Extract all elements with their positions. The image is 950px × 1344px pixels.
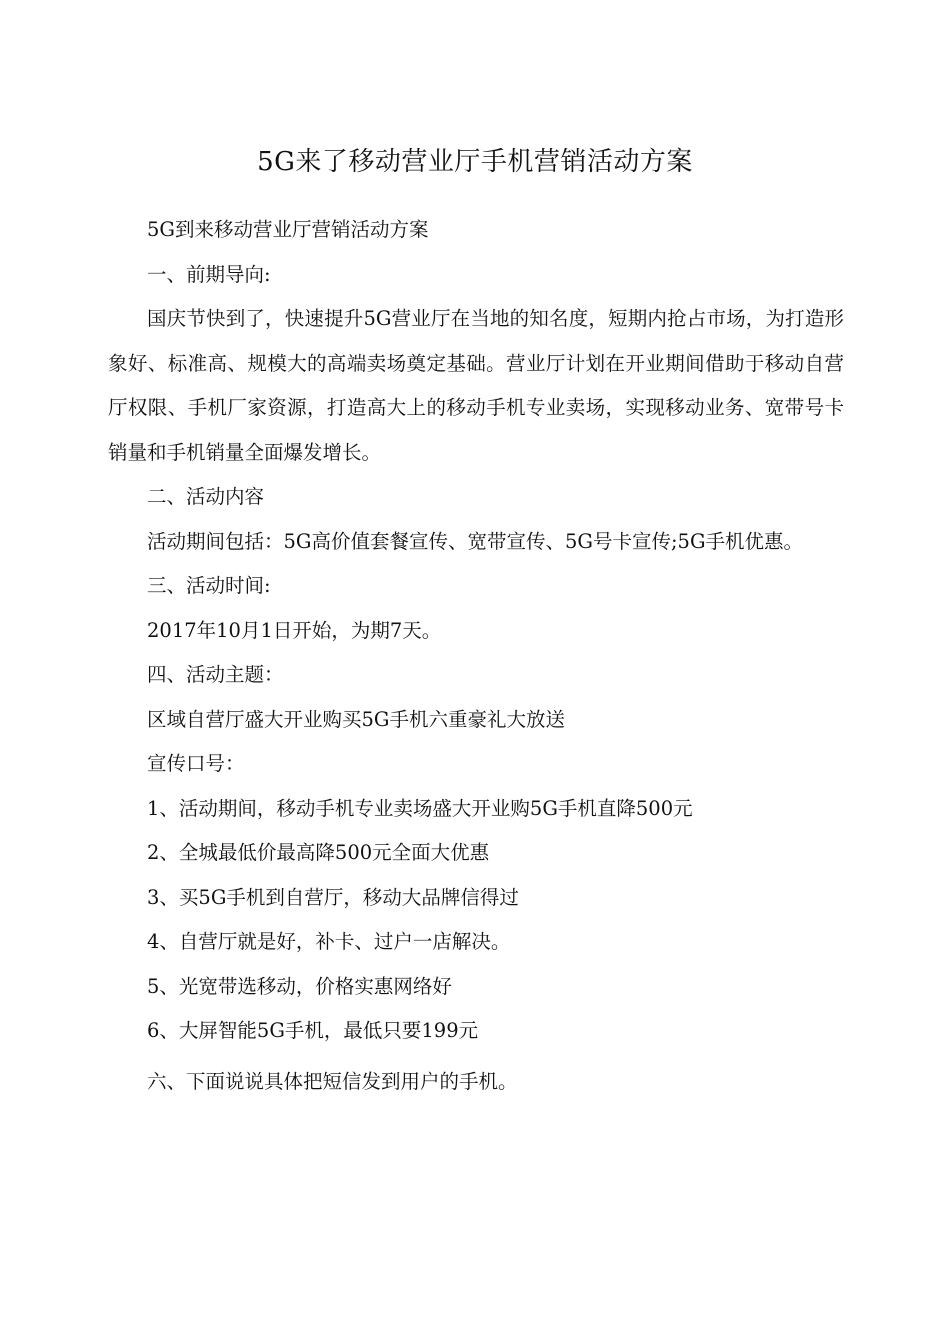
slogan-item: 1、活动期间，移动手机专业卖场盛大开业购5G手机直降500元 <box>147 796 693 820</box>
subtitle-paragraph: 5G到来移动营业厅营销活动方案 <box>147 218 429 241</box>
slogan-item: 5、光宽带选移动，价格实惠网络好 <box>147 974 452 998</box>
intro-paragraph: 国庆节快到了，快速提升5G营业厅在当地的知名度，短期内抢占市场，为打造形象好、标准高、规模大的高端卖场奠定基础。营业厅计划在开业期间借助于移动自营厅权限、手机厂家资源，打造高大上的移动手机专业卖场，实现移动业务、宽带号卡销量和手机销量全面爆发增长。 <box>108 307 844 464</box>
document-title: 5G来了移动营业厅手机营销活动方案 <box>257 147 693 177</box>
section-heading-sms: 六、下面说说具体把短信发到用户的手机。 <box>147 1069 518 1093</box>
content-paragraph: 活动期间包括：5G高价值套餐宣传、宽带宣传、5G号卡宣传;5G手机优惠。 <box>147 529 804 553</box>
slogan-heading: 宣传口号： <box>147 752 245 775</box>
section-heading-time: 三、活动时间: <box>147 574 271 597</box>
section-heading-theme: 四、活动主题： <box>147 663 284 686</box>
slogan-item: 3、买5G手机到自营厅，移动大品牌信得过 <box>147 885 519 909</box>
slogan-item: 6、大屏智能5G手机，最低只要199元 <box>147 1019 479 1042</box>
section-heading-content: 二、活动内容 <box>147 485 265 508</box>
slogan-item: 4、自营厅就是好，补卡、过户一店解决。 <box>147 930 511 953</box>
document-body <box>108 208 844 1104</box>
time-paragraph: 2017年10月1日开始，为期7天。 <box>147 618 442 642</box>
slogan-item: 2、全城最低价最高降500元全面大优惠 <box>147 841 490 864</box>
theme-paragraph: 区域自营厅盛大开业购买5G手机六重豪礼大放送 <box>147 707 565 731</box>
section-heading-preliminary: 一、前期导向: <box>147 262 271 286</box>
